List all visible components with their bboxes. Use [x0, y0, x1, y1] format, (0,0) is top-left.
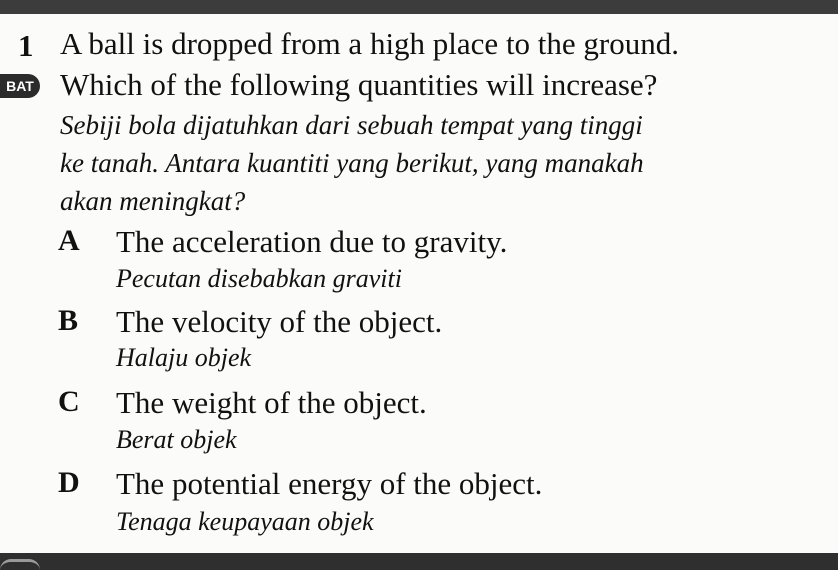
question-number: 1	[18, 28, 34, 63]
question-stem-en-1: A ball is dropped from a high place to the ground.	[60, 26, 680, 61]
question-stem-ms-3: akan meningkat?	[60, 186, 246, 216]
option-a-text[interactable]: The acceleration due to gravity.	[116, 224, 508, 259]
option-d-letter[interactable]: D	[58, 466, 80, 499]
option-a-translation: Pecutan disebabkan graviti	[116, 264, 402, 293]
top-frame-bar	[0, 0, 838, 14]
question-stem-en-2: Which of the following quantities will increase?	[60, 67, 658, 102]
question-page	[0, 14, 838, 553]
option-b-letter[interactable]: B	[58, 304, 79, 337]
question-stem-ms-1: Sebiji bola dijatuhkan dari sebuah tempat yang tinggi	[60, 110, 643, 140]
bottom-arc-icon	[0, 559, 40, 570]
question-badge: BAT	[0, 74, 40, 98]
option-c-text[interactable]: The weight of the object.	[116, 385, 427, 420]
option-b-text[interactable]: The velocity of the object.	[116, 304, 443, 339]
option-d-translation: Tenaga keupayaan objek	[116, 507, 374, 536]
option-b-translation: Halaju objek	[116, 343, 252, 372]
option-c-translation: Berat objek	[116, 425, 237, 454]
option-c-letter[interactable]: C	[58, 385, 80, 418]
option-d-text[interactable]: The potential energy of the object.	[116, 466, 543, 501]
bottom-frame-bar	[0, 553, 838, 570]
option-a-letter[interactable]: A	[58, 224, 80, 257]
question-stem-ms-2: ke tanah. Antara kuantiti yang berikut, yang manakah	[60, 148, 644, 178]
